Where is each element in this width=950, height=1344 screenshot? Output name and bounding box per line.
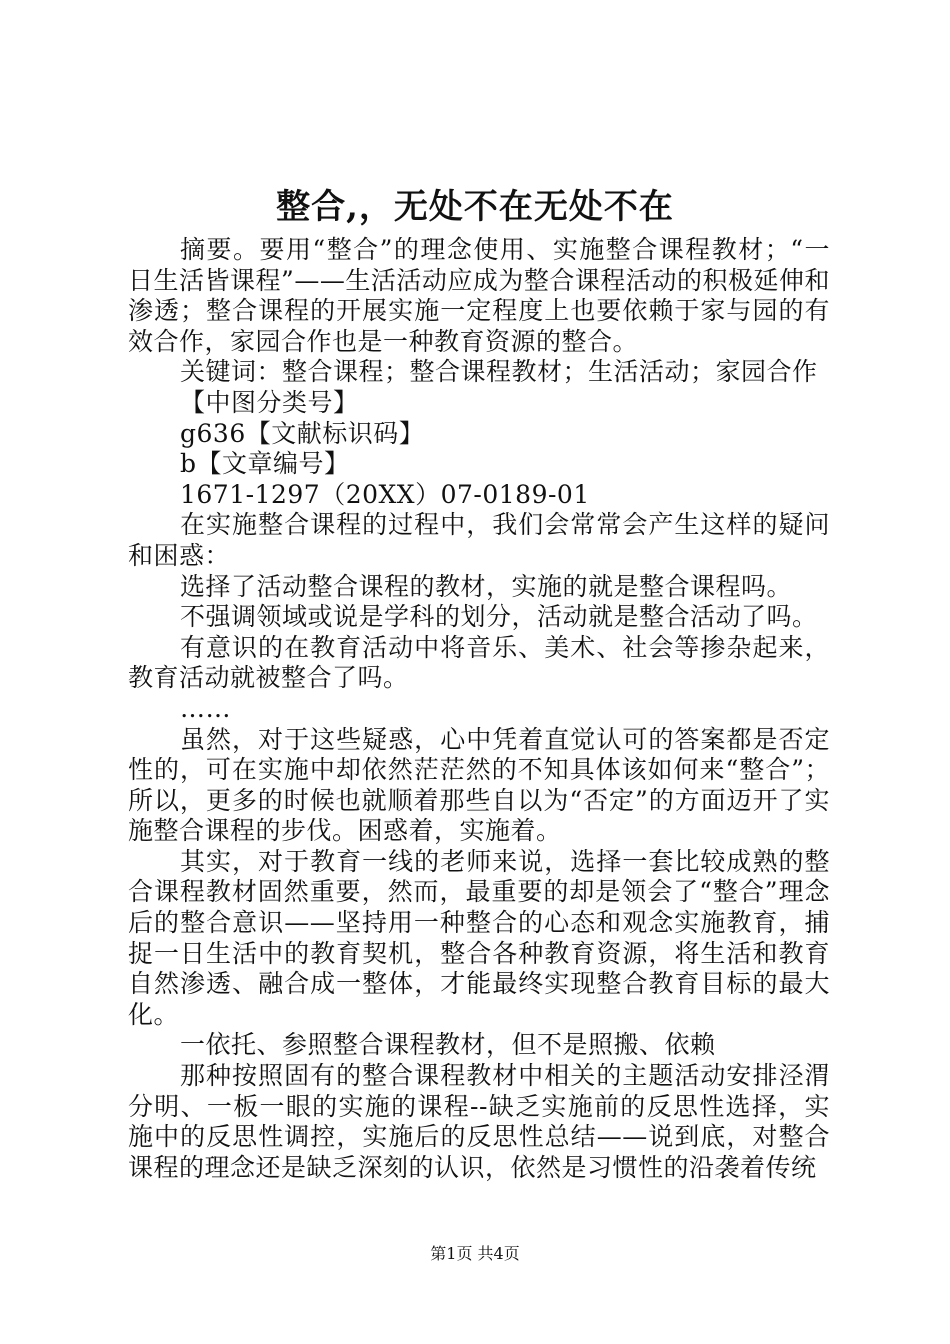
issn-line: 1671-1297（20XX）07-0189-01 [180, 479, 590, 509]
document-title: 整合,，无处不在无处不在 [276, 187, 674, 227]
classification-number-label: 【中图分类号】 [180, 387, 359, 417]
section-heading: 一依托、参照整合课程教材，但不是照搬、依赖 [180, 1030, 716, 1060]
article-number-line: b【文章编号】 [180, 449, 350, 479]
document-code-line: g636【文献标识码】 [180, 418, 425, 448]
ellipsis-paragraph: …… [180, 693, 231, 723]
page-number-footer: 第1页 共4页 [430, 1244, 520, 1263]
body-paragraph: 有意识的在教育活动中将音乐、美术、社会等掺杂起来，教育活动就被整合了吗。 [128, 632, 830, 693]
body-paragraph: 不强调领域或说是学科的划分，活动就是整合活动了吗。 [180, 602, 818, 632]
body-paragraph: 选择了活动整合课程的教材，实施的就是整合课程吗。 [180, 571, 793, 601]
abstract-paragraph: 摘要。要用“整合”的理念使用、实施整合课程教材；“一日生活皆课程”——生活活动应成为整合课程活动的积极延伸和渗透；整合课程的开展实施一定程度上也要依赖于家与园的有效合作，家园合作也是一种教育资源的整合。 [128, 235, 830, 356]
document-body [128, 235, 830, 1183]
body-paragraph: 虽然，对于这些疑惑，心中凭着直觉认可的答案都是否定性的，可在实施中却依然茫茫然的不知具体该如何来“整合”；所以，更多的时候也就顺着那些自以为“否定”的方面迈开了实施整合课程的步伐。困惑着，实施着。 [128, 724, 830, 846]
keywords-paragraph: 关键词：整合课程；整合课程教材；生活活动；家园合作 [180, 357, 818, 387]
body-paragraph: 那种按照固有的整合课程教材中相关的主题活动安排泾渭分明、一板一眼的实施的课程--缺乏实施前的反思性选择，实施中的反思性调控，实施后的反思性总结——说到底，对整合课程的理念还是缺乏深刻的认识，依然是习惯性的沿袭着传统 [128, 1061, 830, 1182]
body-paragraph: 在实施整合课程的过程中，我们会常常会产生这样的疑问和困惑： [128, 510, 830, 570]
body-paragraph: 其实，对于教育一线的老师来说，选择一套比较成熟的整合课程教材固然重要，然而，最重要的却是领会了“整合”理念后的整合意识——坚持用一种整合的心态和观念实施教育，捕捉一日生活中的教育契机，整合各种教育资源，将生活和教育自然渗透、融合成一整体，才能最终实现整合教育目标的最大化。 [128, 846, 830, 1029]
